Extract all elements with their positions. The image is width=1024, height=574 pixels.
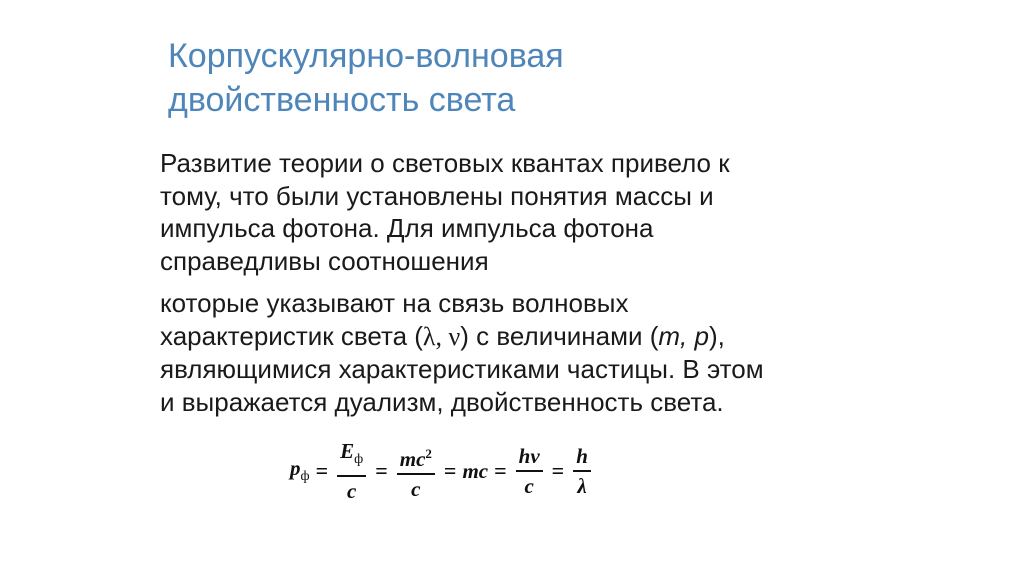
fraction-denominator: c — [411, 476, 421, 501]
paragraph-2-line-2 — [160, 320, 880, 354]
formula-lhs — [290, 456, 310, 485]
equals-sign: = — [443, 458, 457, 483]
fraction-numerator — [337, 439, 366, 474]
paragraph-2-line-4: и выражается дуализм, двойственность света. — [160, 386, 724, 417]
slide-title — [168, 34, 868, 122]
fraction-denominator: c — [347, 478, 357, 503]
paragraph-1-line-4: справедливы соотношения — [160, 245, 489, 276]
fraction-energy — [337, 439, 366, 502]
title-line-2: двойственность света — [168, 81, 516, 119]
energy-symbol: E — [340, 439, 355, 464]
fraction-h-nu — [516, 444, 543, 498]
fraction-denominator: λ — [577, 474, 587, 498]
mc-term: mc — [399, 446, 426, 471]
m-p-symbols: m, p — [658, 320, 709, 351]
lhs-subscript: ф — [300, 469, 310, 485]
text-segment: характеристик света ( — [160, 320, 423, 351]
paragraph-1-line-1: Развитие теории о световых квантах привело к — [160, 148, 730, 178]
fraction-denominator: c — [524, 474, 534, 498]
photon-momentum-formula — [290, 441, 594, 501]
energy-subscript: ф — [354, 452, 364, 468]
text-segment: ) с величинами ( — [460, 320, 659, 351]
paragraph-1 — [160, 147, 880, 277]
fraction-numerator: h — [576, 444, 588, 468]
paragraph-2-line-3: являющимися характеристиками частицы. В этом — [160, 354, 764, 384]
paragraph-2 — [160, 287, 880, 418]
exponent: 2 — [425, 445, 432, 461]
title-line-1: Корпускулярно-волновая — [168, 37, 564, 75]
equals-sign: = — [551, 458, 565, 483]
paragraph-2-line-1: которые указывают на связь волновых — [160, 288, 629, 318]
fraction-numerator — [397, 442, 435, 473]
mc-product: mc — [462, 458, 489, 483]
paragraph-1-line-2: тому, что были установлены понятия массы и — [160, 180, 714, 211]
lhs-symbol: p — [290, 456, 301, 481]
fraction-h-lambda — [573, 444, 591, 498]
text-segment: ), — [708, 320, 725, 351]
paragraph-1-line-3: импульса фотона. Для импульса фотона — [160, 213, 654, 243]
equals-sign: = — [494, 458, 507, 483]
equals-sign: = — [315, 458, 329, 483]
equals-sign: = — [375, 458, 388, 483]
fraction-numerator: hν — [518, 444, 540, 468]
lambda-nu-symbols: λ, ν — [422, 321, 461, 351]
fraction-mc2 — [397, 442, 435, 501]
